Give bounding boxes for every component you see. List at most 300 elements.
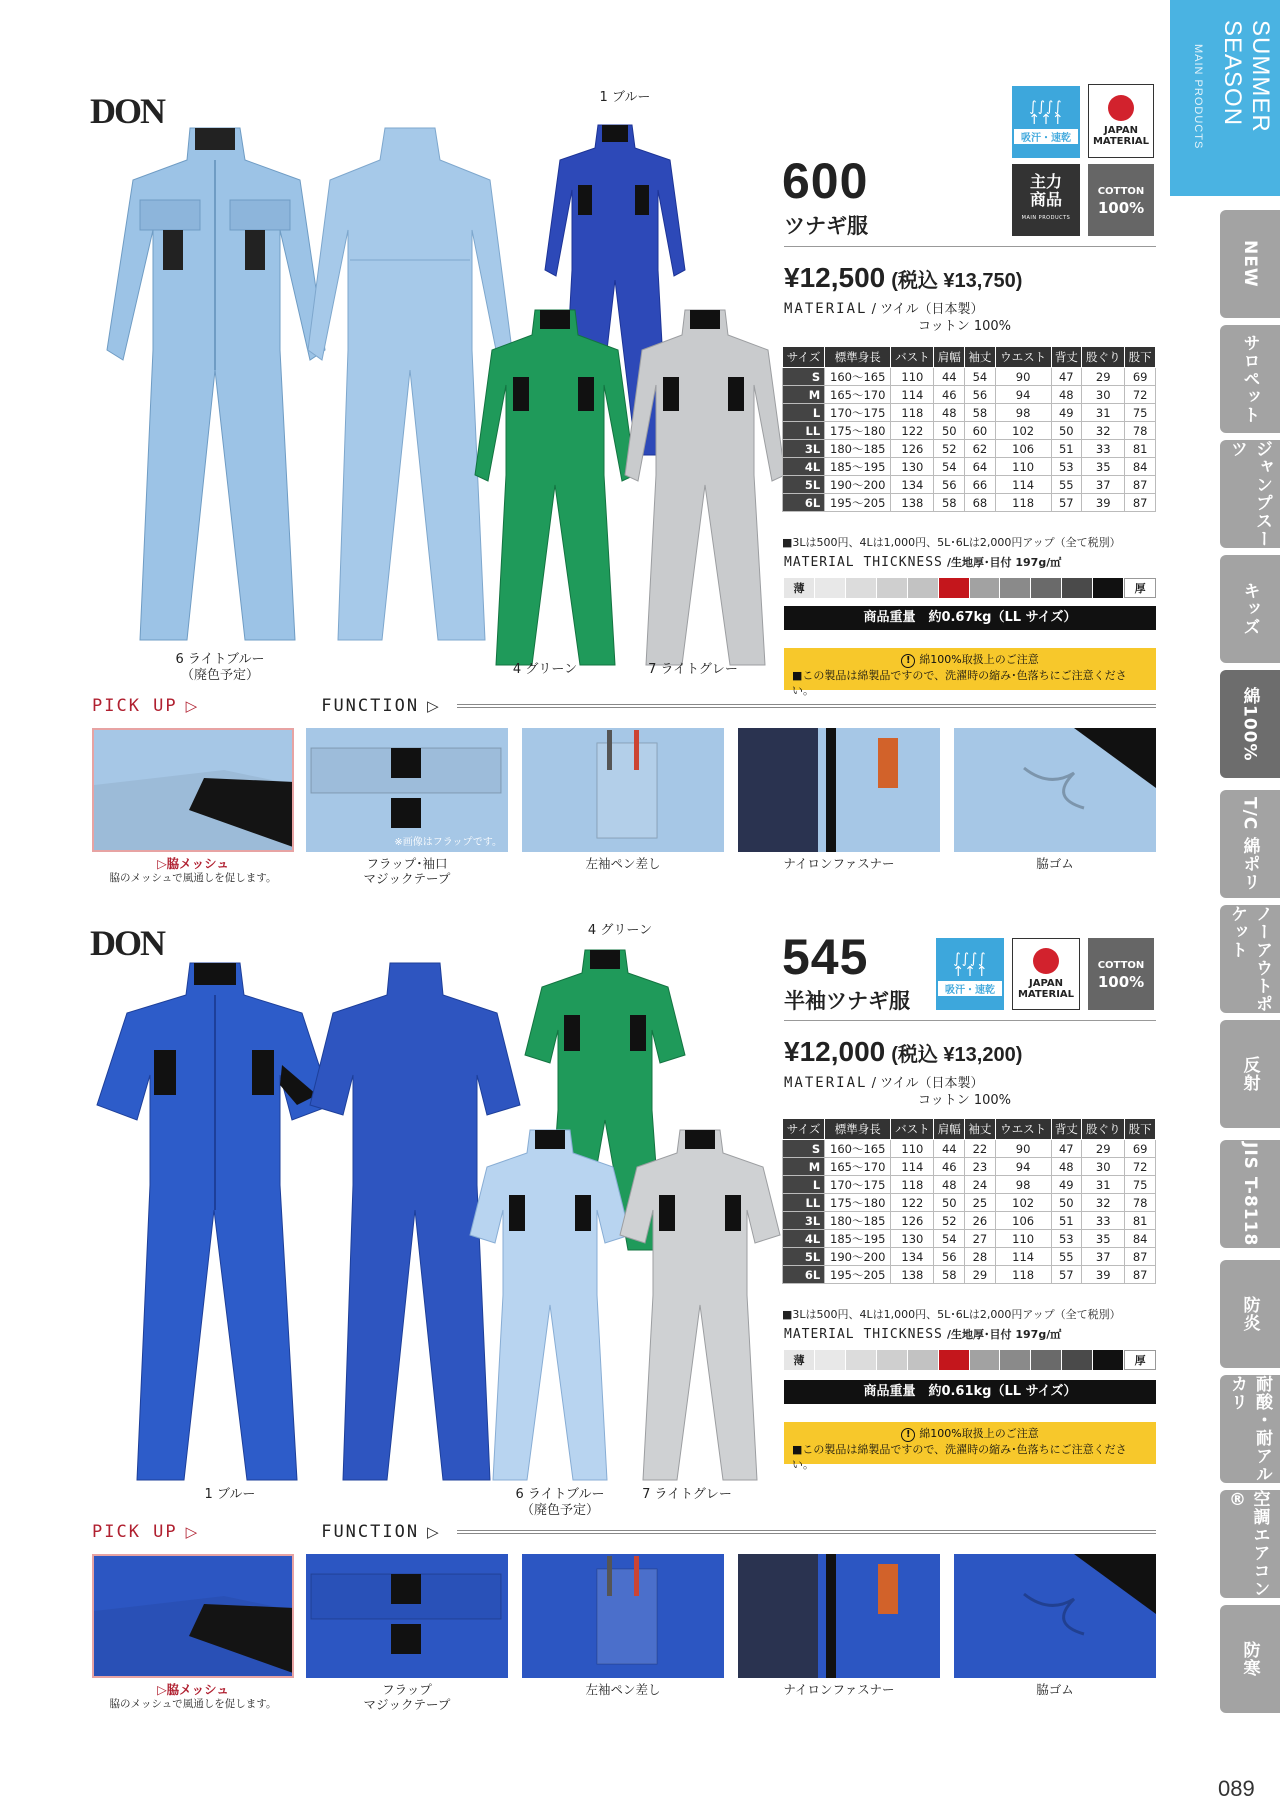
table-cell: 68 <box>965 494 996 512</box>
table-cell: 134 <box>891 476 934 494</box>
side-tab-9[interactable]: 防炎 <box>1220 1260 1280 1368</box>
sweat-badge-label: 吸汗・速乾 <box>938 981 1002 996</box>
thickness-step <box>1031 1350 1062 1370</box>
thickness-header <box>784 1326 1061 1342</box>
table-cell: 118 <box>995 494 1051 512</box>
table-cell: 118 <box>891 1176 934 1194</box>
feature-caption-3 <box>738 856 940 871</box>
table-cell: 87 <box>1125 494 1156 512</box>
japan-badge-line1: JAPAN <box>1029 978 1063 989</box>
size-cell: 5L <box>783 476 825 494</box>
thickness-step <box>846 1350 877 1370</box>
table-cell: 29 <box>965 1266 996 1284</box>
size-table-header-row <box>783 1119 1156 1140</box>
side-tab-3[interactable]: キッズ <box>1220 555 1280 663</box>
size-cell: 6L <box>783 1266 825 1284</box>
side-tab-8[interactable]: JIS T-8118 <box>1220 1140 1280 1248</box>
table-cell: 54 <box>934 458 965 476</box>
cotton-badge <box>1088 938 1154 1010</box>
table-cell: 58 <box>934 1266 965 1284</box>
table-cell: 175〜180 <box>825 422 891 440</box>
thin-label: 薄 <box>784 578 815 598</box>
feature-label: ナイロンファスナー <box>783 1682 895 1697</box>
price <box>784 1036 1022 1068</box>
main-badge-line1: 主力 <box>1029 172 1062 191</box>
table-row <box>783 368 1156 386</box>
table-cell: 35 <box>1082 458 1125 476</box>
material-info: MATERIAL / ツイル（日本製） コットン 100% <box>784 1075 1012 1108</box>
table-cell: 30 <box>1082 1158 1125 1176</box>
table-row <box>783 1176 1156 1194</box>
table-cell: 138 <box>891 1266 934 1284</box>
main-badge-line2: 商品 <box>1029 190 1062 209</box>
table-cell: 53 <box>1051 458 1082 476</box>
table-cell: 46 <box>934 1158 965 1176</box>
feature-image-0 <box>92 728 294 852</box>
table-cell: 51 <box>1051 440 1082 458</box>
table-cell: 50 <box>934 1194 965 1212</box>
table-cell: 52 <box>934 440 965 458</box>
table-cell: 39 <box>1082 1266 1125 1284</box>
size-table-header: 股ぐり <box>1082 347 1125 368</box>
table-row <box>783 1248 1156 1266</box>
thickness-step <box>877 578 908 598</box>
table-cell: 75 <box>1125 1176 1156 1194</box>
side-tab-1[interactable]: サロペット <box>1220 325 1280 433</box>
table-cell: 57 <box>1051 1266 1082 1284</box>
feature-image-1 <box>306 1554 508 1678</box>
table-row <box>783 1158 1156 1176</box>
color-label-6-sub: （廃色予定） <box>180 668 259 683</box>
table-cell: 114 <box>995 476 1051 494</box>
feature-caption-4 <box>954 1682 1156 1697</box>
triangle-icon: ▷ <box>427 1523 439 1541</box>
table-cell: 44 <box>934 368 965 386</box>
table-cell: 47 <box>1051 1140 1082 1158</box>
table-cell: 54 <box>934 1230 965 1248</box>
table-cell: 185〜195 <box>825 1230 891 1248</box>
feature-image-0 <box>92 1554 294 1678</box>
thickness-step <box>846 578 877 598</box>
table-cell: 56 <box>965 386 996 404</box>
size-table-header: 袖丈 <box>965 347 996 368</box>
table-cell: 48 <box>934 1176 965 1194</box>
thickness-step <box>1000 578 1031 598</box>
table-cell: 24 <box>965 1176 996 1194</box>
feature-image-4 <box>954 728 1156 852</box>
table-cell: 72 <box>1125 386 1156 404</box>
table-cell: 48 <box>1051 386 1082 404</box>
table-row <box>783 440 1156 458</box>
table-row <box>783 386 1156 404</box>
table-cell: 28 <box>965 1248 996 1266</box>
size-cell: M <box>783 386 825 404</box>
table-cell: 138 <box>891 494 934 512</box>
size-table <box>782 346 1156 512</box>
thickness-step <box>1062 1350 1093 1370</box>
arrows-up-icon: ↑↑↑ <box>952 963 988 980</box>
sweat-quickdry-badge <box>1012 86 1080 158</box>
size-cell: S <box>783 368 825 386</box>
table-cell: 50 <box>934 422 965 440</box>
wave-icon: ∫∫∫∫ <box>1029 98 1063 115</box>
thickness-scale <box>784 578 1156 598</box>
thickness-step <box>908 578 939 598</box>
table-row <box>783 1212 1156 1230</box>
size-table-header: サイズ <box>783 1119 825 1140</box>
size-table-header: 袖丈 <box>965 1119 996 1140</box>
short-sleeve-coverall-front-blue <box>92 955 337 1485</box>
warning-icon: ! <box>901 654 915 668</box>
table-cell: 98 <box>995 1176 1051 1194</box>
cotton-badge <box>1088 164 1154 236</box>
feature-sublabel: 脇のメッシュで風通しを促します。 <box>109 1698 277 1710</box>
thickness-detail: /生地厚･目付 197g/㎡ <box>947 1328 1062 1341</box>
table-cell: 160〜165 <box>825 1140 891 1158</box>
feature-image-2 <box>522 728 724 852</box>
table-cell: 48 <box>1051 1158 1082 1176</box>
table-cell: 50 <box>1051 422 1082 440</box>
feature-caption-0 <box>92 1682 294 1712</box>
feature-image-3 <box>738 1554 940 1678</box>
size-table-header: バスト <box>891 347 934 368</box>
table-cell: 50 <box>1051 1194 1082 1212</box>
feature-sublabel: マジックテープ <box>363 871 451 886</box>
caution-title: 綿100%取扱上のご注意 <box>919 1427 1039 1440</box>
table-cell: 114 <box>891 386 934 404</box>
season-header <box>1170 0 1280 196</box>
sweat-quickdry-badge <box>936 938 1004 1010</box>
table-cell: 57 <box>1051 494 1082 512</box>
feature-label: 左袖ペン差し <box>585 1682 661 1697</box>
table-cell: 56 <box>934 1248 965 1266</box>
short-sleeve-coverall-front-lightgray <box>615 1125 785 1485</box>
table-cell: 29 <box>1082 1140 1125 1158</box>
pickup-label: PICK UP <box>92 1522 178 1542</box>
japan-flag-icon <box>1033 948 1059 974</box>
triangle-icon: ▷ <box>427 697 439 715</box>
coverall-front-green <box>470 305 640 670</box>
size-cell: 3L <box>783 440 825 458</box>
thickness-detail: /生地厚･目付 197g/㎡ <box>947 556 1062 569</box>
table-cell: 130 <box>891 458 934 476</box>
caution-body: ■この製品は綿製品ですので、洗濯時の縮み･色落ちにご注意ください。 <box>792 1443 1127 1471</box>
thickness-step <box>970 1350 1001 1370</box>
product-name: 半袖ツナギ服 <box>784 989 910 1013</box>
size-cell: 4L <box>783 458 825 476</box>
table-cell: 31 <box>1082 404 1125 422</box>
table-row <box>783 1194 1156 1212</box>
table-cell: 58 <box>934 494 965 512</box>
table-cell: 110 <box>891 1140 934 1158</box>
japan-badge-line2: MATERIAL <box>1017 989 1075 1000</box>
thickness-step <box>1000 1350 1031 1370</box>
table-cell: 106 <box>995 440 1051 458</box>
size-cell: LL <box>783 1194 825 1212</box>
sweat-badge-label: 吸汗・速乾 <box>1014 129 1078 144</box>
table-row <box>783 458 1156 476</box>
thickness-label: MATERIAL THICKNESS <box>784 555 943 570</box>
side-tab-6[interactable]: ノーアウトポケット <box>1220 905 1280 1013</box>
caution-box <box>784 648 1156 697</box>
cotton-badge-line1: COTTON <box>1097 186 1145 197</box>
table-cell: 102 <box>995 422 1051 440</box>
table-cell: 170〜175 <box>825 1176 891 1194</box>
feature-caption-2 <box>522 1682 724 1697</box>
table-cell: 81 <box>1125 440 1156 458</box>
feature-label: フラップ <box>382 1682 432 1697</box>
table-cell: 46 <box>934 386 965 404</box>
color-label-7: 7 ライトグレー <box>642 1487 732 1502</box>
size-cell: 4L <box>783 1230 825 1248</box>
side-tab-10[interactable]: 耐酸・耐アルカリ <box>1220 1375 1280 1483</box>
table-row <box>783 1140 1156 1158</box>
size-cell: LL <box>783 422 825 440</box>
thickness-scale <box>784 1350 1156 1370</box>
side-tab-0[interactable]: NEW <box>1220 210 1280 318</box>
header-divider <box>784 1020 1156 1021</box>
table-cell: 195〜205 <box>825 494 891 512</box>
table-cell: 122 <box>891 422 934 440</box>
table-cell: 64 <box>965 458 996 476</box>
table-row <box>783 1230 1156 1248</box>
material-line2: コットン 100% <box>918 1093 1012 1108</box>
function-label: FUNCTION <box>321 696 420 716</box>
table-cell: 106 <box>995 1212 1051 1230</box>
thickness-step <box>970 578 1001 598</box>
table-cell: 81 <box>1125 1212 1156 1230</box>
thickness-step <box>815 578 846 598</box>
size-cell: S <box>783 1140 825 1158</box>
table-cell: 180〜185 <box>825 1212 891 1230</box>
size-table-header-row <box>783 347 1156 368</box>
size-table-header: 背丈 <box>1051 1119 1082 1140</box>
price-value: ¥12,500 <box>784 262 886 293</box>
material-line1: ツイル（日本製） <box>880 302 984 317</box>
table-cell: 126 <box>891 440 934 458</box>
table-row <box>783 1266 1156 1284</box>
thickness-step <box>815 1350 846 1370</box>
feature-caption-1 <box>306 856 508 886</box>
color-label-6-text: 6 ライトブルー <box>175 652 265 667</box>
triangle-icon: ▷ <box>185 697 198 715</box>
caution-box <box>784 1422 1156 1471</box>
table-cell: 130 <box>891 1230 934 1248</box>
table-cell: 39 <box>1082 494 1125 512</box>
color-label-6-sub: （廃色予定） <box>520 1503 599 1518</box>
table-row <box>783 476 1156 494</box>
side-tab-4[interactable]: 綿100% <box>1220 670 1280 778</box>
color-label-6-text: 6 ライトブルー <box>515 1487 605 1502</box>
warning-icon: ! <box>901 1428 915 1442</box>
table-row <box>783 494 1156 512</box>
color-label-4: 4 グリーン <box>512 662 578 677</box>
side-tab-11[interactable]: 空調エアコン® <box>1220 1490 1280 1598</box>
japan-badge-line2: MATERIAL <box>1092 136 1150 147</box>
table-cell: 175〜180 <box>825 1194 891 1212</box>
size-cell: M <box>783 1158 825 1176</box>
size-cell: L <box>783 404 825 422</box>
thin-label: 薄 <box>784 1350 815 1370</box>
table-row <box>783 404 1156 422</box>
table-cell: 32 <box>1082 1194 1125 1212</box>
table-cell: 87 <box>1125 1248 1156 1266</box>
color-label-6 <box>505 1487 615 1519</box>
table-cell: 94 <box>995 1158 1051 1176</box>
thickness-step <box>877 1350 908 1370</box>
color-label-4: 4 グリーン <box>587 923 653 938</box>
feature-note: ※画像はフラップです。 <box>394 837 502 848</box>
brand-text: DON <box>90 923 164 963</box>
function-label: FUNCTION <box>321 1522 420 1542</box>
japan-material-badge <box>1012 938 1080 1010</box>
japan-badge-line1: JAPAN <box>1104 125 1138 136</box>
table-cell: 195〜205 <box>825 1266 891 1284</box>
feature-label: 脇ゴム <box>1036 1682 1074 1697</box>
table-cell: 90 <box>995 1140 1051 1158</box>
size-table-header: ウエスト <box>995 347 1051 368</box>
feature-sublabel: マジックテープ <box>363 1697 451 1712</box>
table-cell: 98 <box>995 404 1051 422</box>
japan-flag-icon <box>1108 95 1134 121</box>
feature-caption-4 <box>954 856 1156 871</box>
triangle-icon: ▷ <box>185 1523 198 1541</box>
cotton-badge-line1: COTTON <box>1097 960 1145 971</box>
table-cell: 134 <box>891 1248 934 1266</box>
table-cell: 55 <box>1051 1248 1082 1266</box>
table-cell: 87 <box>1125 476 1156 494</box>
size-table-header: 標準身長 <box>825 347 891 368</box>
feature-label: ▷脇メッシュ <box>157 1682 229 1697</box>
caution-title: 綿100%取扱上のご注意 <box>919 653 1039 666</box>
size-note: ■3Lは500円、4Lは1,000円、5L･6Lは2,000円アップ（全て税別） <box>782 536 1121 549</box>
table-cell: 22 <box>965 1140 996 1158</box>
feature-label: ナイロンファスナー <box>783 856 895 871</box>
size-table-header: 股下 <box>1125 347 1156 368</box>
thick-label: 厚 <box>1124 578 1156 598</box>
table-cell: 48 <box>934 404 965 422</box>
table-cell: 44 <box>934 1140 965 1158</box>
thickness-step <box>1062 578 1093 598</box>
feature-label: フラップ･袖口 <box>366 856 448 871</box>
table-cell: 69 <box>1125 368 1156 386</box>
thickness-step <box>939 1350 970 1370</box>
table-cell: 185〜195 <box>825 458 891 476</box>
material-line2: コットン 100% <box>918 319 1012 334</box>
main-badge-line3: MAIN PRODUCTS <box>1021 215 1071 221</box>
size-cell: 6L <box>783 494 825 512</box>
japan-material-badge <box>1088 84 1154 158</box>
side-tab-2[interactable]: ジャンプスーツ <box>1220 440 1280 548</box>
cotton-badge-line2: 100% <box>1097 199 1145 217</box>
table-cell: 180〜185 <box>825 440 891 458</box>
price-tax: (税込 ¥13,750) <box>891 270 1023 292</box>
color-label-1: 1 ブルー <box>599 90 651 105</box>
table-cell: 33 <box>1082 1212 1125 1230</box>
feature-caption-2 <box>522 856 724 871</box>
size-table-header: 股ぐり <box>1082 1119 1125 1140</box>
table-cell: 84 <box>1125 458 1156 476</box>
table-cell: 160〜165 <box>825 368 891 386</box>
product-weight: 商品重量 約0.67kg（LL サイズ） <box>784 606 1156 630</box>
table-cell: 31 <box>1082 1176 1125 1194</box>
size-table <box>782 1118 1156 1284</box>
thickness-step <box>1093 1350 1124 1370</box>
feature-caption-0 <box>92 856 294 886</box>
cotton-badge-line2: 100% <box>1097 973 1145 991</box>
size-table-header: 背丈 <box>1051 347 1082 368</box>
table-cell: 78 <box>1125 422 1156 440</box>
product-name: ツナギ服 <box>784 214 868 238</box>
table-cell: 75 <box>1125 404 1156 422</box>
feature-label: 脇ゴム <box>1036 856 1074 871</box>
season-title: SUMMER SEASON <box>1219 20 1274 133</box>
table-cell: 102 <box>995 1194 1051 1212</box>
table-cell: 94 <box>995 386 1051 404</box>
feature-image-2 <box>522 1554 724 1678</box>
table-cell: 66 <box>965 476 996 494</box>
table-cell: 90 <box>995 368 1051 386</box>
side-tab-7[interactable]: 反射 <box>1220 1020 1280 1128</box>
product-weight: 商品重量 約0.61kg（LL サイズ） <box>784 1380 1156 1404</box>
table-cell: 37 <box>1082 476 1125 494</box>
table-row <box>783 422 1156 440</box>
size-table-header: サイズ <box>783 347 825 368</box>
pickup-label: PICK UP <box>92 696 178 716</box>
table-cell: 26 <box>965 1212 996 1230</box>
price-tax: (税込 ¥13,200) <box>891 1044 1023 1066</box>
header-divider <box>784 246 1156 247</box>
table-cell: 60 <box>965 422 996 440</box>
table-cell: 87 <box>1125 1266 1156 1284</box>
table-cell: 118 <box>891 404 934 422</box>
thickness-step <box>1093 578 1124 598</box>
table-cell: 53 <box>1051 1230 1082 1248</box>
size-cell: L <box>783 1176 825 1194</box>
table-cell: 30 <box>1082 386 1125 404</box>
table-cell: 72 <box>1125 1158 1156 1176</box>
side-tab-12[interactable]: 防寒 <box>1220 1605 1280 1713</box>
divider-line <box>457 1530 1156 1534</box>
size-table-header: ウエスト <box>995 1119 1051 1140</box>
table-cell: 49 <box>1051 404 1082 422</box>
feature-image-1 <box>306 728 508 852</box>
material-line1: ツイル（日本製） <box>880 1076 984 1091</box>
season-subtitle: MAIN PRODUCTS <box>1192 44 1204 150</box>
table-cell: 84 <box>1125 1230 1156 1248</box>
table-cell: 51 <box>1051 1212 1082 1230</box>
table-cell: 170〜175 <box>825 404 891 422</box>
table-cell: 32 <box>1082 422 1125 440</box>
side-tab-5[interactable]: T/C 綿ポリ <box>1220 790 1280 898</box>
page-number: 089 <box>1218 1776 1255 1801</box>
thickness-header <box>784 554 1061 570</box>
pickup-function-bar <box>92 696 1156 716</box>
table-cell: 110 <box>995 458 1051 476</box>
wave-icon: ∫∫∫∫ <box>953 950 987 967</box>
table-cell: 49 <box>1051 1176 1082 1194</box>
coverall-front-lightblue <box>95 120 335 650</box>
table-cell: 54 <box>965 368 996 386</box>
feature-image-3 <box>738 728 940 852</box>
price-value: ¥12,000 <box>784 1036 886 1067</box>
table-cell: 190〜200 <box>825 476 891 494</box>
model-number: 545 <box>782 929 869 985</box>
size-table-header: 標準身長 <box>825 1119 891 1140</box>
table-cell: 52 <box>934 1212 965 1230</box>
table-cell: 56 <box>934 476 965 494</box>
table-cell: 190〜200 <box>825 1248 891 1266</box>
